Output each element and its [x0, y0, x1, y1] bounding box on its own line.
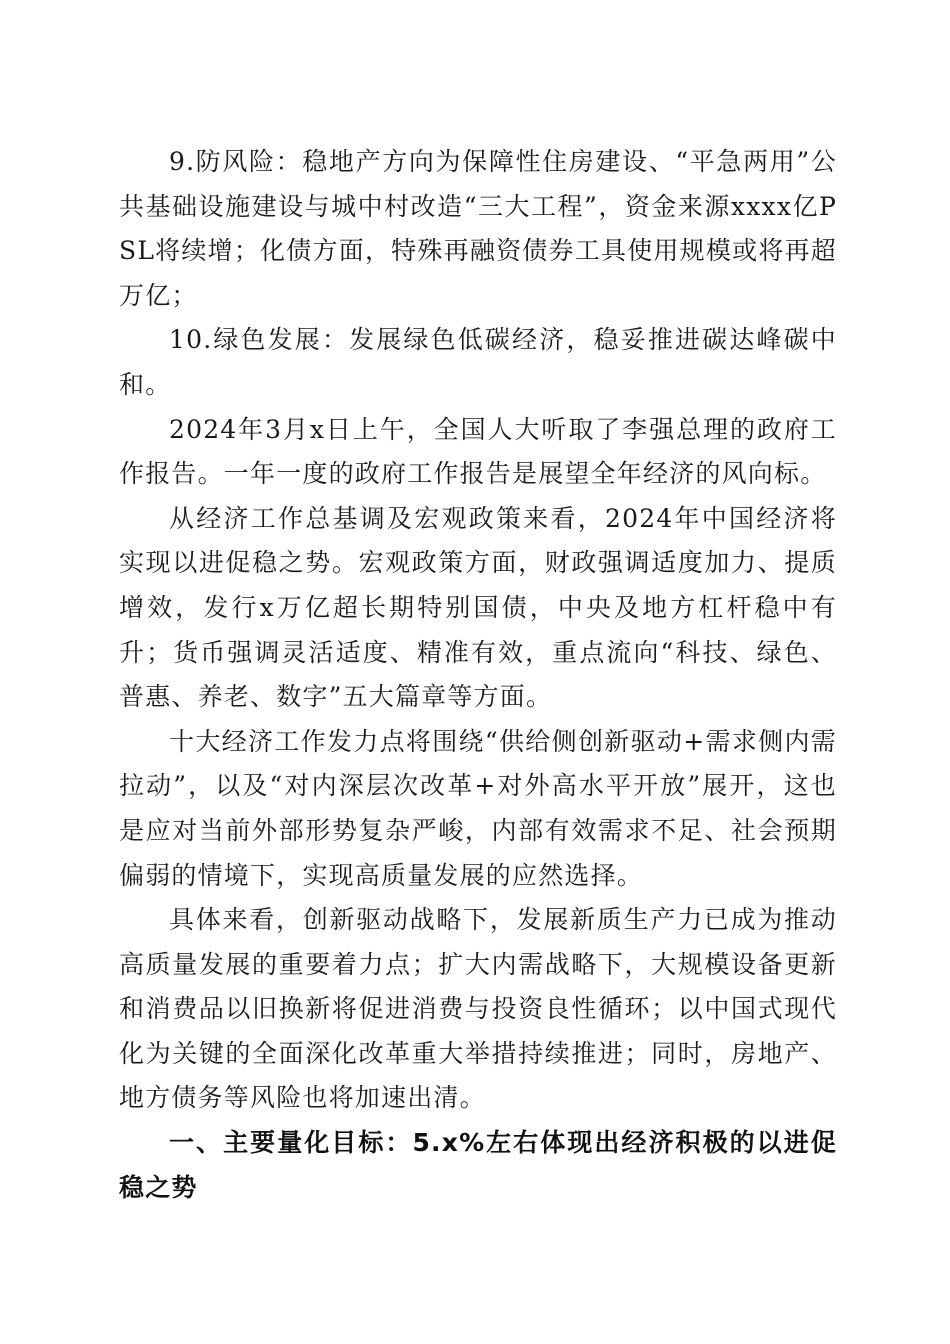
- paragraph-green-development: 10.绿色发展：发展绿色低碳经济，稳妥推进碳达峰碳中和。: [119, 325, 837, 399]
- section-heading: 一、主要量化目标：5.x%左右体现出经济积极的以进促稳之势: [119, 1128, 837, 1202]
- paragraph-macro-policy: 从经济工作总基调及宏观政策来看，2024年中国经济将实现以进促稳之势。宏观政策方面，财政强调适度加力、提质增效，发行x万亿超长期特别国债，中央及地方杠杆稳中有升；货币强调灵活适度、精准有效，重点流向“科技、绿色、普惠、养老、数字”五大篇章等方面。: [119, 503, 837, 712]
- document-body: [119, 140, 837, 1210]
- paragraph-ten-focus-points: 十大经济工作发力点将围绕“供给侧创新驱动+需求侧内需拉动”，以及“对内深层次改革+对外高水平开放”展开，这也是应对当前外部形势复杂严峻，内部有效需求不足、社会预期偏弱的情境下，实现高质量发展的应然选择。: [119, 726, 837, 890]
- paragraph-government-report: 2024年3月x日上午，全国人大听取了李强总理的政府工作报告。一年一度的政府工作报告是展望全年经济的风向标。: [119, 414, 837, 489]
- paragraph-specifics: 具体来看，创新驱动战略下，发展新质生产力已成为推动高质量发展的重要着力点；扩大内需战略下，大规模设备更新和消费品以旧换新将促进消费与投资良性循环；以中国式现代化为关键的全面深化改革重大举措持续推进；同时，房地产、地方债务等风险也将加速出清。: [119, 905, 837, 1113]
- paragraph-risk-prevention: 9.防风险：稳地产方向为保障性住房建设、“平急两用”公共基础设施建设与城中村改造“三大工程”，资金来源xxxx亿PSL将续增；化债方面，特殊再融资债券工具使用规模或将再超万亿；: [119, 147, 837, 310]
